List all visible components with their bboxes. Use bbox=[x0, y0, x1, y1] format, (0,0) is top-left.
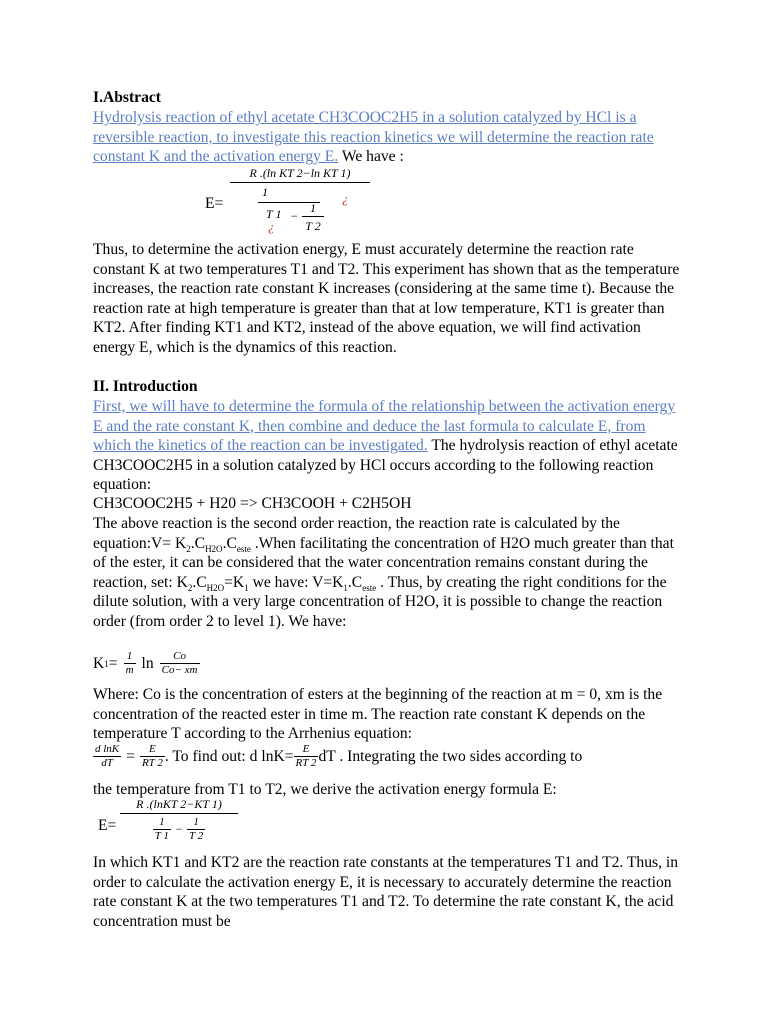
p2-text-b: .C bbox=[190, 534, 206, 552]
equation-1 bbox=[230, 166, 370, 239]
k1-ln: ln bbox=[141, 654, 154, 672]
sub-2b: 2 bbox=[187, 582, 193, 593]
arr-d-den: dT bbox=[101, 757, 113, 769]
arr-e-frac-2 bbox=[294, 743, 319, 770]
k1-eq: = bbox=[108, 654, 118, 672]
introduction-p1 bbox=[93, 397, 683, 495]
p2-text-a: The above reaction is the second order reaction, the reaction rate is calculated by the equation:V= K bbox=[93, 515, 620, 552]
abstract-intro bbox=[93, 108, 683, 167]
arr-e-num: E bbox=[140, 743, 165, 757]
eq1-top-numerator: R .(ln KT 2−ln KT 1) bbox=[230, 166, 370, 183]
eq1-inner-den: T 1 bbox=[266, 207, 282, 221]
eq1-inner-num: 1 bbox=[262, 185, 268, 199]
eq2-d2: T 2 bbox=[189, 830, 204, 842]
arr-e-frac bbox=[140, 743, 165, 770]
eq2-frac-a bbox=[153, 816, 171, 843]
eq2-lhs: E= bbox=[98, 817, 117, 834]
p2-text-d: .When facilitating the concentration of H2O much greater than that of the ester, it can be considered that the water concentration remains constant during the reaction, set: K bbox=[93, 534, 674, 591]
k1-lhs: K bbox=[93, 654, 105, 672]
k1-frac1-num: 1 bbox=[124, 650, 136, 664]
arr-d-frac bbox=[93, 743, 121, 770]
eq1-glyph-bottom: ¿ bbox=[268, 219, 275, 234]
p2-text-g: we have: V=K bbox=[248, 573, 344, 591]
sub-h2o: H2O bbox=[205, 543, 223, 554]
eq2-frac-b bbox=[187, 816, 205, 843]
eq2-n2: 1 bbox=[187, 816, 205, 830]
arrhenius-line bbox=[93, 743, 582, 770]
introduction-p5: In which KT1 and KT2 are the reaction rate constants at the temperatures T1 and T2. Thus, in order to calculate the activation energy E, it is necessary to accurately determine the reaction rate constant K at the two temperatures T1 and T2. To determine the rate constant K, the acid concentration must be bbox=[93, 854, 679, 930]
introduction-after-link: The hydrolysis reaction of ethyl acetate CH3COOC2H5 in a solution catalyzed by HCl occurs according to the following reaction equation: bbox=[93, 437, 678, 493]
reaction-equation: CH3COOC2H5 + H20 => CH3COOH + C2H5OH bbox=[93, 495, 412, 512]
equation-2 bbox=[120, 797, 238, 843]
arr-e-den: RT 2 bbox=[141, 757, 163, 769]
eq1-lhs: E= bbox=[205, 195, 224, 212]
eq1-inner-minus: − bbox=[290, 209, 299, 223]
sub-h2o-b: H2O bbox=[206, 582, 225, 593]
abstract-heading: I.Abstract bbox=[93, 89, 161, 106]
abstract-link[interactable]: Hydrolysis reaction of ethyl acetate CH3COOC2H5 in a solution catalyzed by HCl is a reversible reaction, to investigate this reaction kinetics we will determine the reaction rate constant K and the activation energy E. bbox=[93, 109, 654, 165]
introduction-link[interactable]: First, we will have to determine the formula of the relationship between the activation energy E and the rate constant K, then combine and deduce the last formula to calculate E, from which the kinetics of the reaction can be investigated. bbox=[93, 398, 676, 454]
introduction-heading: II. Introduction bbox=[93, 378, 198, 395]
k1-frac1-den: m bbox=[125, 664, 134, 676]
sub-1b: 1 bbox=[343, 582, 348, 593]
p2-text-i: . Thus, by creating the right conditions for the dilute solution, with a very large concentration of H2O, it is possible to change the reaction order (from order 2 to level 1). We have: bbox=[93, 573, 667, 630]
arr-eq: = bbox=[126, 747, 135, 765]
p2-text-c: .C bbox=[222, 534, 237, 552]
eq2-minus: − bbox=[174, 822, 184, 836]
arr-e-num-2: E bbox=[294, 743, 319, 757]
arr-d-num: d lnK bbox=[95, 743, 120, 755]
k1-equation: K 1 = $\frac{1}{m}$ ln $\frac{Co}{Co- xm}$ bbox=[93, 650, 198, 676]
introduction-p3: Where: Co is the concentration of esters at the beginning of the reaction at m = 0, xm is the concentration of the reacted ester in time m. The reaction rate constant K depends on the temperature T according to the Arrhenius equation: bbox=[93, 686, 663, 742]
sub-este: este bbox=[236, 543, 251, 554]
eq1-glyph-right: ¿ bbox=[342, 191, 349, 206]
eq1-frac-den: T 2 bbox=[305, 219, 321, 233]
eq2-d1: T 1 bbox=[154, 830, 169, 842]
k1-frac2-num: Co bbox=[160, 650, 200, 664]
sub-1: 1 bbox=[244, 582, 249, 593]
eq2-n1: 1 bbox=[153, 816, 171, 830]
abstract-body: Thus, to determine the activation energy, E must accurately determine the reaction rate constant K at two temperatures T1 and T2. This experiment has shown that as the temperature increases, the reaction rate constant K increases (considering at the same time t). Because the reaction rate at high temperature is greater than that at low temperature, KT1 is greater than KT2. After finding KT1 and KT2, instead of the above equation, we will find activation energy E, which is the dynamics of this reaction. bbox=[93, 241, 680, 356]
introduction-p2 bbox=[93, 514, 683, 631]
eq1-frac-num: 1 bbox=[302, 201, 324, 217]
arr-text-2: dT . Integrating the two sides according to bbox=[318, 747, 583, 765]
arr-text-1: . To find out: d lnK= bbox=[164, 747, 294, 765]
sub-este-b: este bbox=[362, 582, 377, 593]
p2-text-h: .C bbox=[347, 573, 363, 591]
sub-2: 2 bbox=[186, 543, 191, 554]
k1-frac2 bbox=[160, 650, 200, 677]
introduction-p4: the temperature from T1 to T2, we derive the activation energy formula E: bbox=[93, 781, 557, 798]
arr-e-den-2: RT 2 bbox=[295, 757, 317, 769]
k1-frac1 bbox=[124, 650, 136, 677]
p2-text-e: .C bbox=[192, 573, 207, 591]
eq2-top: R .(lnKT 2−KT 1) bbox=[120, 797, 238, 814]
abstract-after-link: We have : bbox=[338, 148, 404, 165]
k1-frac2-den: Co− xm bbox=[161, 664, 198, 676]
p2-text-f: =K bbox=[224, 573, 245, 591]
